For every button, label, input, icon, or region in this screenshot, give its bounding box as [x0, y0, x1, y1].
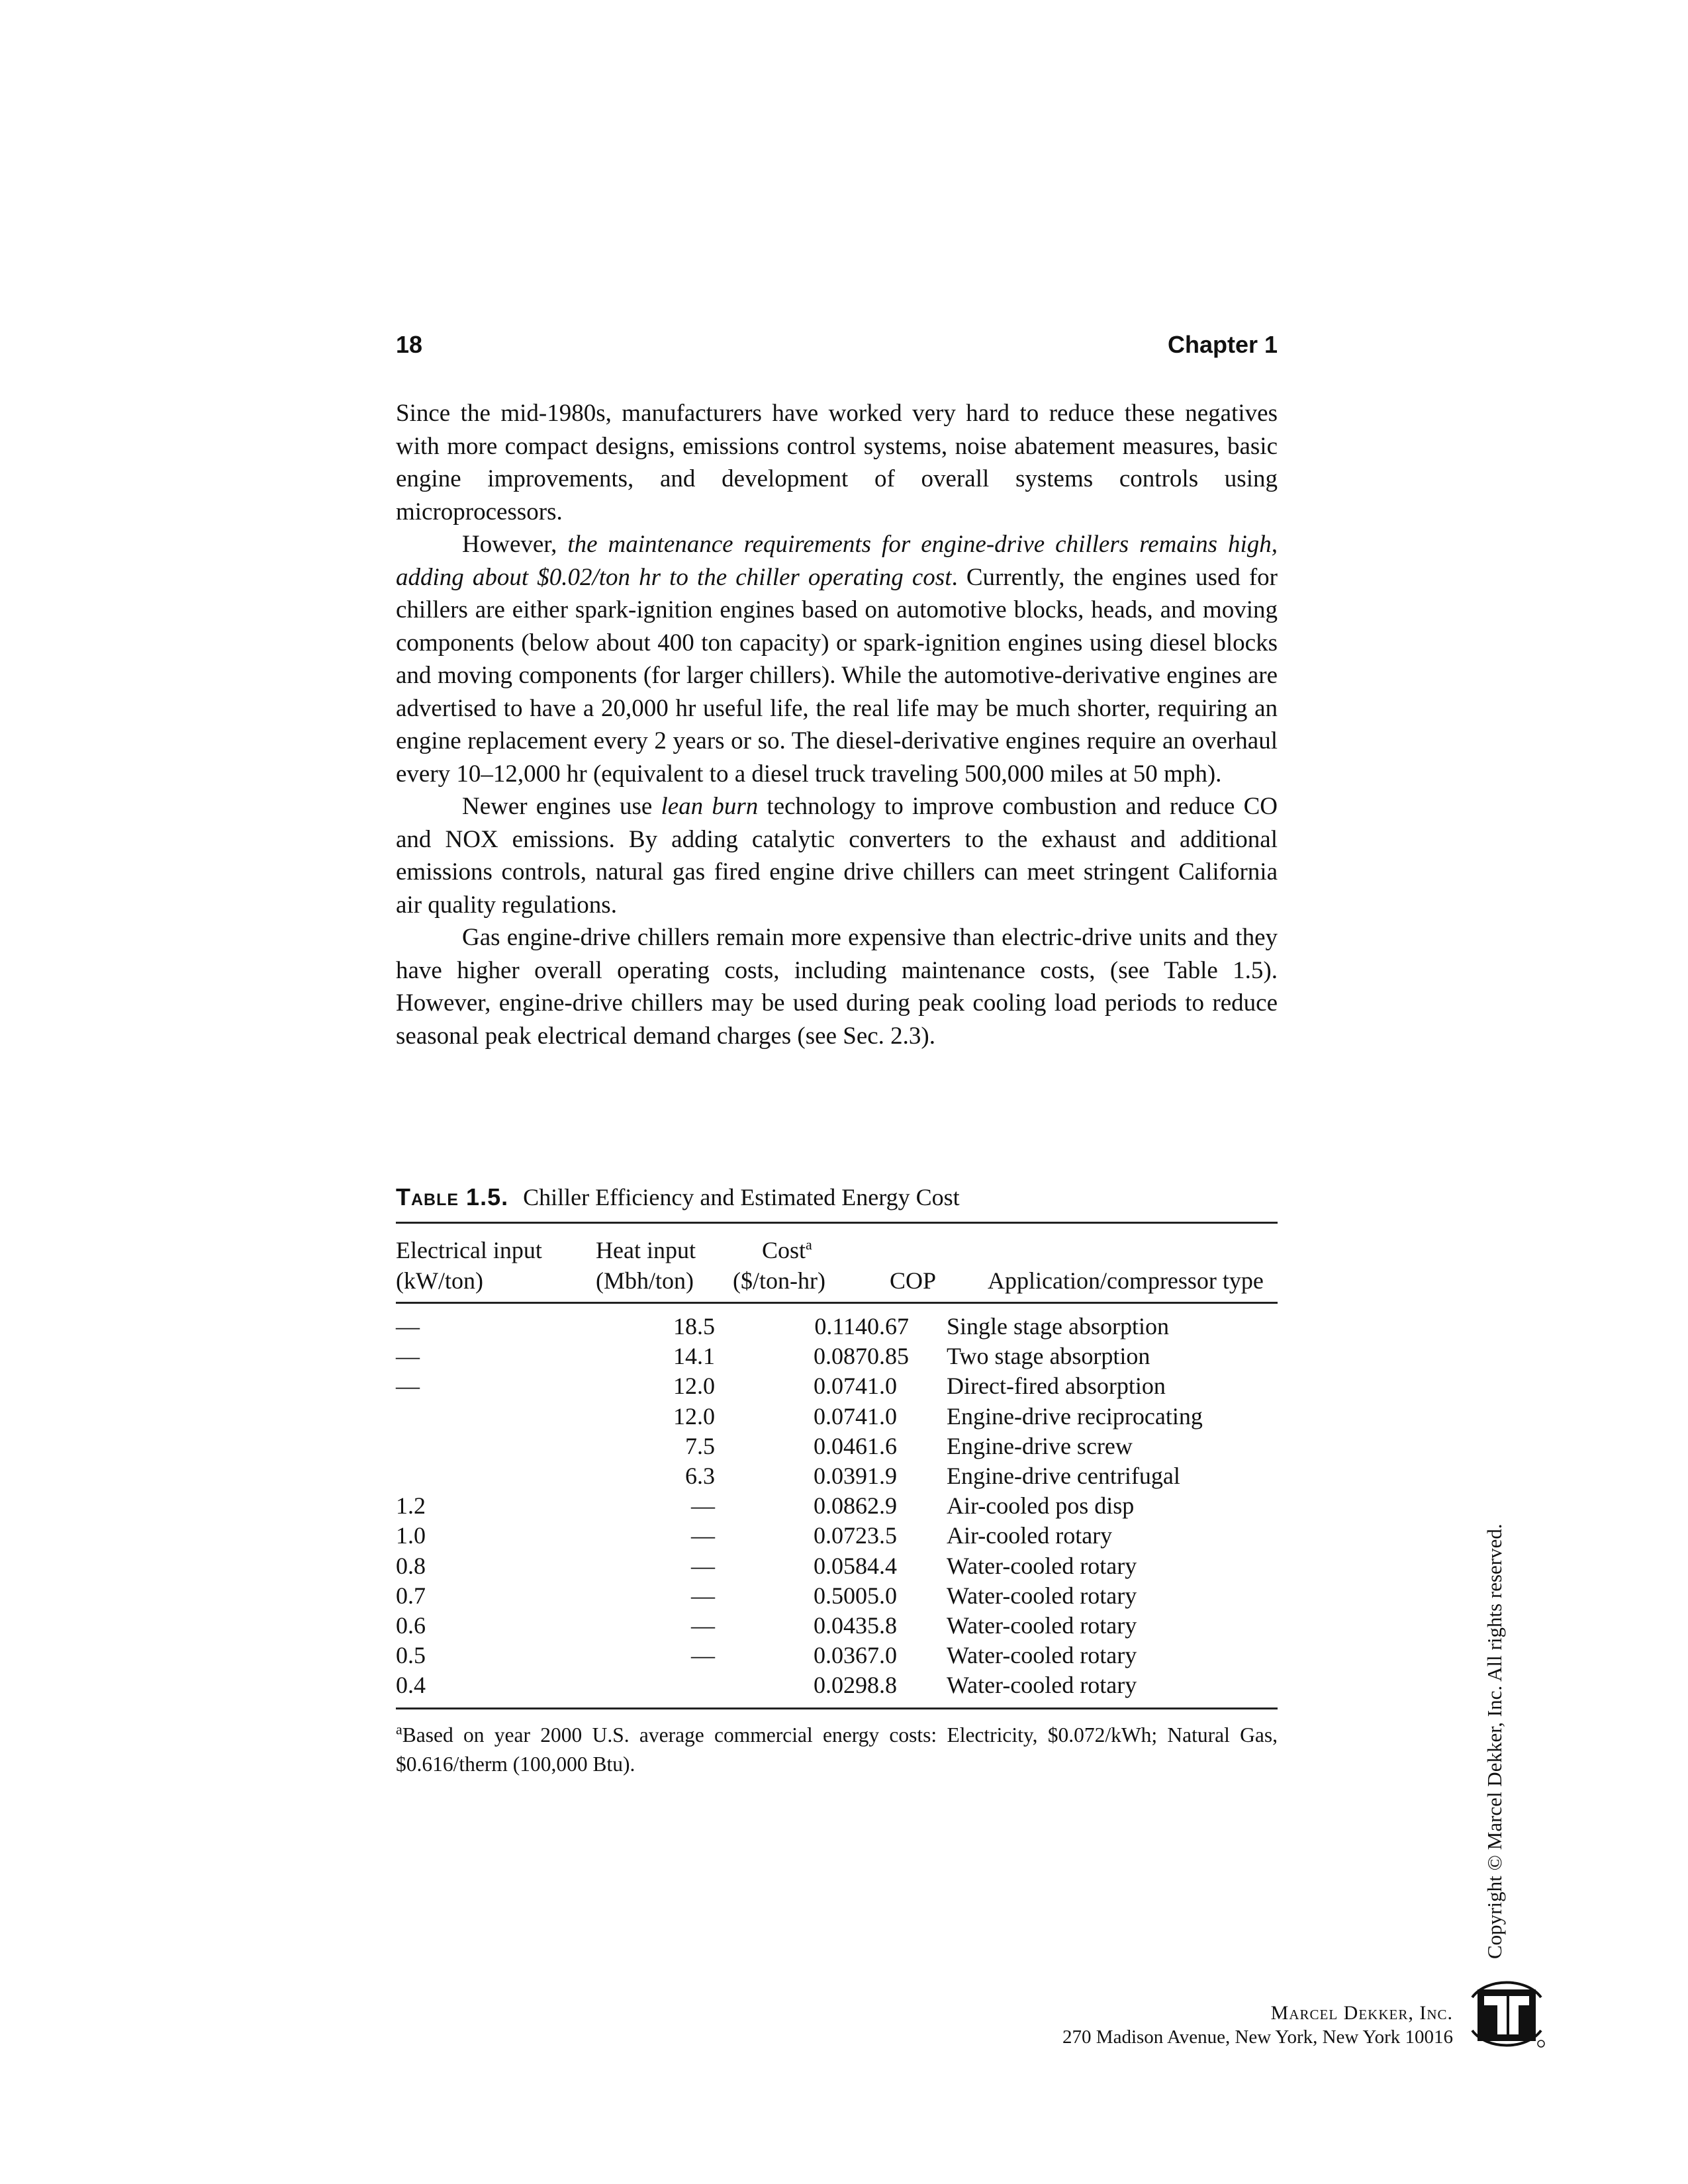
cell-application: Engine-drive screw [947, 1432, 1133, 1459]
cell-cost: 0.046 [814, 1432, 867, 1459]
column-header-cost-line2: ($/ton-hr) [733, 1267, 825, 1294]
table-row [396, 1491, 1203, 1521]
cell-heat-input: — [691, 1522, 715, 1549]
cell-electrical-input: — [396, 1343, 420, 1370]
column-header-cost-line1 [733, 1235, 825, 1265]
cell-electrical-input: 1.0 [396, 1522, 426, 1549]
cell-application: Direct-fired absorption [947, 1373, 1166, 1400]
column-header-cop: COP [890, 1267, 937, 1294]
cell-heat-input: 18.5 [673, 1313, 715, 1340]
paragraph-2-rest: . Currently, the engines used for chillers are either spark-ignition engines based on automotive blocks, heads, and moving components (below about 400 ton capacity) or spark-ignition engines using diesel blocks and moving components (for larger chillers). While the automotive-derivative engines are advertised to have a 20,000 hr useful life, the real life may be much shorter, requiring an engine replacement every 2 years or so. The diesel-derivative engines require an overhaul every 10–12,000 hr (equivalent to a diesel truck traveling 500,000 miles at 50 mph). [396, 563, 1278, 788]
cell-cop: 5.0 [867, 1582, 897, 1609]
cell-cop: 1.0 [867, 1373, 897, 1400]
cell-cop: 0.85 [867, 1343, 909, 1370]
paragraph-2-emphasis: the maintenance requirements for engine-drive chillers remains high, adding about $0.02/ton hr to the chiller operating cost [396, 531, 1278, 591]
table-title: Chiller Efficiency and Estimated Energy Cost [523, 1184, 960, 1210]
column-header-electrical-input-line2: (kW/ton) [396, 1267, 483, 1294]
cell-cop: 1.6 [867, 1432, 897, 1459]
table-row [396, 1342, 1203, 1371]
cell-electrical-input: 0.8 [396, 1552, 426, 1579]
cell-cost: 0.072 [814, 1522, 867, 1549]
table-row [396, 1432, 1203, 1461]
cell-cost: 0.114 [814, 1313, 867, 1340]
cell-application: Air-cooled pos disp [947, 1492, 1135, 1520]
cell-heat-input: — [691, 1612, 715, 1639]
table-header-rule [396, 1302, 1278, 1304]
publisher-name: Marcel Dekker, Inc. [1270, 2002, 1453, 2024]
cell-application: Engine-drive centrifugal [947, 1463, 1180, 1490]
table-row [396, 1641, 1203, 1670]
table-top-rule [396, 1222, 1278, 1224]
cell-heat-input: — [691, 1642, 715, 1669]
column-header-heat-input [596, 1235, 696, 1296]
cell-heat-input: 14.1 [673, 1343, 715, 1370]
paragraph-4: Gas engine-drive chillers remain more expensive than electric-drive units and they have higher overall operating costs, including maintenance costs, (see Table 1.5). However, engine-drive chillers may be used during peak cooling load periods to reduce seasonal peak electrical demand charges (see Sec. 2.3). [396, 924, 1278, 1050]
footnote-text: Based on year 2000 U.S. average commercial energy costs: Electricity, $0.072/kWh; Natural Gas, $0.616/therm (100,000 Btu). [396, 1723, 1278, 1776]
cell-cop: 4.4 [867, 1552, 897, 1579]
column-header-cost-text: Cost [762, 1237, 806, 1263]
column-header-heat-input-line2: (Mbh/ton) [596, 1267, 694, 1294]
cell-electrical-input [396, 1432, 596, 1461]
publisher-logo-icon [1467, 1978, 1546, 2050]
paragraph-2 [396, 528, 1278, 790]
body-text [396, 397, 1278, 1052]
table-row [396, 1670, 1203, 1700]
cell-cop: 8.8 [867, 1672, 897, 1699]
chapter-heading: Chapter 1 [1167, 331, 1278, 358]
table-footnote [396, 1721, 1278, 1779]
cell-heat-input: 12.0 [673, 1373, 715, 1400]
chiller-efficiency-table [396, 1312, 1203, 1701]
paragraph-3-start: Newer engines use [462, 793, 661, 820]
cell-heat-input: — [691, 1582, 715, 1609]
cell-application: Air-cooled rotary [947, 1522, 1113, 1549]
cell-application: Water-cooled rotary [947, 1612, 1137, 1639]
cell-application: Engine-drive reciprocating [947, 1402, 1203, 1430]
cell-electrical-input: 0.6 [396, 1612, 426, 1639]
cell-heat-input: 12.0 [673, 1402, 715, 1430]
column-header-electrical-input-line1: Electrical input [396, 1237, 542, 1263]
cell-application: Water-cooled rotary [947, 1552, 1137, 1579]
cell-heat-input: — [691, 1492, 715, 1520]
cell-heat-input: 7.5 [685, 1432, 715, 1459]
cell-cost: 0.087 [814, 1343, 867, 1370]
table-row [396, 1312, 1203, 1342]
copyright-notice: Copyright © Marcel Dekker, Inc. All rights reserved. [1483, 1524, 1506, 1959]
footnote-mark: a [396, 1721, 402, 1738]
cell-electrical-input: — [396, 1373, 420, 1400]
column-header-heat-input-line1: Heat input [596, 1237, 696, 1263]
cell-cost: 0.039 [814, 1463, 867, 1490]
cell-cop: 0.67 [867, 1313, 909, 1340]
column-header-application: Application/compressor type [988, 1267, 1264, 1294]
cell-cop: 3.5 [867, 1522, 897, 1549]
cell-cost: 0.074 [814, 1402, 867, 1430]
cell-cost: 0.500 [814, 1582, 867, 1609]
table-bottom-rule [396, 1707, 1278, 1709]
paragraph-2-start: However, [462, 531, 568, 558]
table-caption [396, 1183, 1278, 1211]
publisher-address: 270 Madison Avenue, New York, New York 10016 [1062, 2026, 1453, 2048]
cell-application: Two stage absorption [947, 1343, 1150, 1370]
cell-electrical-input: 0.5 [396, 1642, 426, 1669]
cell-electrical-input: 0.4 [396, 1672, 426, 1699]
cell-cost: 0.058 [814, 1552, 867, 1579]
cell-application: Water-cooled rotary [947, 1672, 1137, 1699]
cell-application: Single stage absorption [947, 1313, 1169, 1340]
cell-electrical-input: — [396, 1313, 420, 1340]
column-header-cost [733, 1235, 825, 1296]
cell-application: Water-cooled rotary [947, 1582, 1137, 1609]
cell-cost: 0.036 [814, 1642, 867, 1669]
page-number: 18 [396, 331, 423, 358]
cell-cost: 0.043 [814, 1612, 867, 1639]
paragraph-3 [396, 790, 1278, 921]
table-row [396, 1551, 1203, 1581]
paragraph-3-emphasis: lean burn [661, 793, 759, 820]
cell-electrical-input: 0.7 [396, 1582, 426, 1609]
cell-cop: 2.9 [867, 1492, 897, 1520]
cell-electrical-input [396, 1402, 596, 1432]
table-row [396, 1461, 1203, 1491]
table-label: Table 1.5. [396, 1183, 509, 1210]
cell-application: Water-cooled rotary [947, 1642, 1137, 1669]
cell-heat-input: 6.3 [685, 1463, 715, 1490]
cell-cost: 0.086 [814, 1492, 867, 1520]
cell-electrical-input: 1.2 [396, 1492, 426, 1520]
cell-cost: 0.074 [814, 1373, 867, 1400]
table-row [396, 1611, 1203, 1641]
column-header-electrical-input [396, 1235, 542, 1296]
cell-heat-input [596, 1670, 715, 1700]
cell-cop: 1.9 [867, 1463, 897, 1490]
cell-heat-input: — [691, 1552, 715, 1579]
column-header-cost-superscript: a [806, 1236, 812, 1253]
paragraph-3-rest: technology to improve combustion and reduce CO and NOX emissions. By adding catalytic converters to the exhaust and additional emissions controls, natural gas fired engine drive chillers can meet stringent California air quality regulations. [396, 793, 1278, 919]
table-row [396, 1521, 1203, 1551]
table-row [396, 1402, 1203, 1432]
table-row [396, 1581, 1203, 1611]
table-row [396, 1371, 1203, 1401]
cell-cop: 1.0 [867, 1402, 897, 1430]
cell-cop: 5.8 [867, 1612, 897, 1639]
cell-cop: 7.0 [867, 1642, 897, 1669]
cell-cost: 0.029 [814, 1672, 867, 1699]
cell-electrical-input [396, 1461, 596, 1491]
paragraph-1: Since the mid-1980s, manufacturers have worked very hard to reduce these negatives with more compact designs, emissions control systems, noise abatement measures, basic engine improvements, and development of overall systems controls using microprocessors. [396, 400, 1278, 525]
